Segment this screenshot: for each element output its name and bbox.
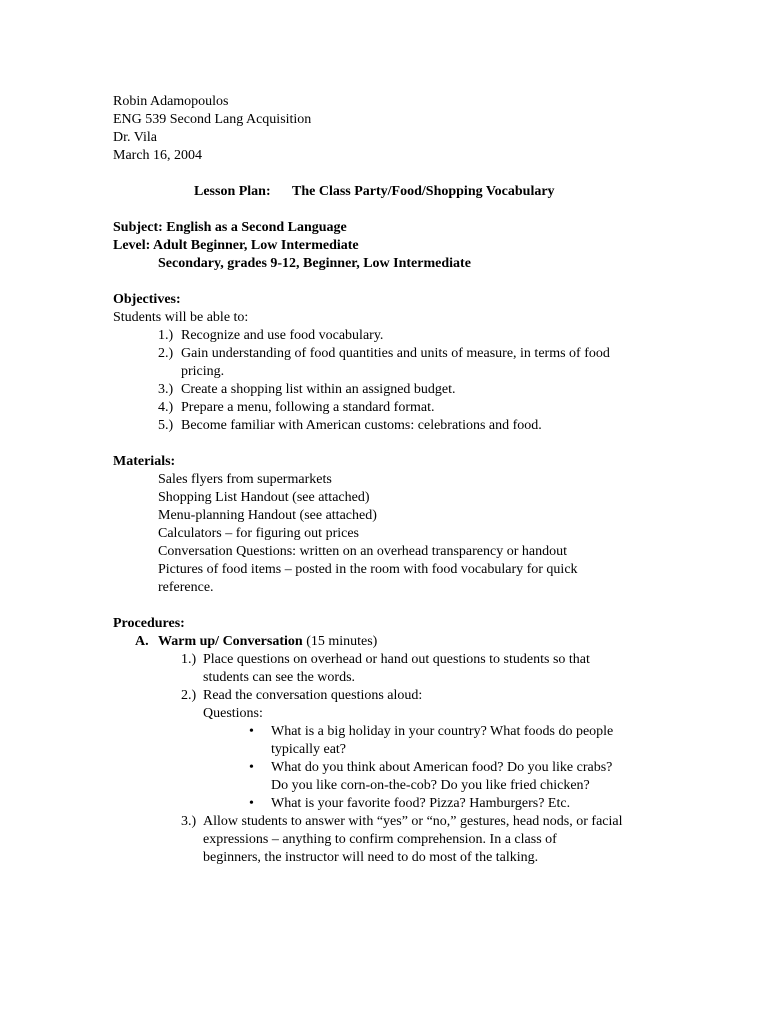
material-item-continued: reference. (158, 580, 214, 595)
procedures-heading: Procedures: (113, 616, 185, 631)
step-text: Place questions on overhead or hand out questions to students so that (203, 652, 590, 667)
material-item: Calculators – for figuring out prices (158, 526, 360, 541)
objective-text: Gain understanding of food quantities and units of measure, in terms of food (181, 346, 610, 361)
objective-item (113, 345, 673, 363)
objective-text: Prepare a menu, following a standard format. (181, 400, 435, 415)
objective-text: Recognize and use food vocabulary. (181, 328, 384, 343)
question-item (113, 795, 673, 813)
material-item: Conversation Questions: written on an overhead transparency or handout (158, 544, 568, 559)
question-text: What do you think about American food? Do you like crabs? (271, 760, 613, 775)
questions-label: Questions: (203, 706, 263, 721)
objective-text: Become familiar with American customs: celebrations and food. (181, 418, 542, 433)
procedure-step (113, 651, 673, 669)
step-number: 3.) (181, 814, 197, 829)
lesson-plan-title: The Class Party/Food/Shopping Vocabulary (292, 184, 555, 199)
step-text-continued: students can see the words. (203, 670, 356, 685)
question-text-continued: typically eat? (271, 742, 347, 757)
objective-item (113, 327, 673, 345)
objective-number: 1.) (158, 328, 174, 343)
question-text: What is a big holiday in your country? What foods do people (271, 724, 614, 739)
objective-item (113, 399, 673, 417)
section-duration: (15 minutes) (306, 634, 378, 649)
course-name: ENG 539 Second Lang Acquisition (113, 112, 312, 127)
objective-item (113, 381, 673, 399)
step-text: Read the conversation questions aloud: (203, 688, 423, 703)
material-item: Shopping List Handout (see attached) (158, 490, 370, 505)
procedure-step (113, 687, 673, 705)
objective-number: 5.) (158, 418, 174, 433)
objective-number: 2.) (158, 346, 174, 361)
objective-text-continued: pricing. (181, 364, 225, 379)
bullet-icon: • (249, 724, 254, 739)
objective-item (113, 417, 673, 435)
section-letter: A. (135, 634, 149, 649)
lesson-title (113, 183, 673, 201)
level-line: Level: Adult Beginner, Low Intermediate (113, 238, 359, 253)
objective-text: Create a shopping list within an assigned budget. (181, 382, 456, 397)
bullet-icon: • (249, 760, 254, 775)
step-text-continued: expressions – anything to confirm comprehension. In a class of (203, 832, 557, 847)
objectives-heading: Objectives: (113, 292, 181, 307)
material-item: Menu-planning Handout (see attached) (158, 508, 377, 523)
objectives-intro: Students will be able to: (113, 310, 249, 325)
level-secondary-line: Secondary, grades 9-12, Beginner, Low Intermediate (158, 256, 471, 271)
instructor-name: Dr. Vila (113, 130, 158, 145)
step-text-continued: beginners, the instructor will need to do most of the talking. (203, 850, 539, 865)
question-text-continued: Do you like corn-on-the-cob? Do you like fried chicken? (271, 778, 590, 793)
step-text: Allow students to answer with “yes” or “no,” gestures, head nods, or facial (203, 814, 623, 829)
bullet-icon: • (249, 796, 254, 811)
lesson-plan-label: Lesson Plan: (194, 184, 271, 199)
document-page (113, 93, 673, 867)
procedure-section-a (113, 633, 673, 651)
step-number: 2.) (181, 688, 197, 703)
procedure-step (113, 813, 673, 831)
objective-number: 4.) (158, 400, 174, 415)
question-item (113, 723, 673, 741)
materials-heading: Materials: (113, 454, 176, 469)
question-text: What is your favorite food? Pizza? Hamburgers? Etc. (271, 796, 571, 811)
material-item: Sales flyers from supermarkets (158, 472, 332, 487)
document-date: March 16, 2004 (113, 148, 203, 163)
material-item: Pictures of food items – posted in the room with food vocabulary for quick (158, 562, 578, 577)
subject-line: Subject: English as a Second Language (113, 220, 347, 235)
section-title: Warm up/ Conversation (158, 634, 303, 649)
step-number: 1.) (181, 652, 197, 667)
author-name: Robin Adamopoulos (113, 94, 229, 109)
objective-number: 3.) (158, 382, 174, 397)
question-item (113, 759, 673, 777)
